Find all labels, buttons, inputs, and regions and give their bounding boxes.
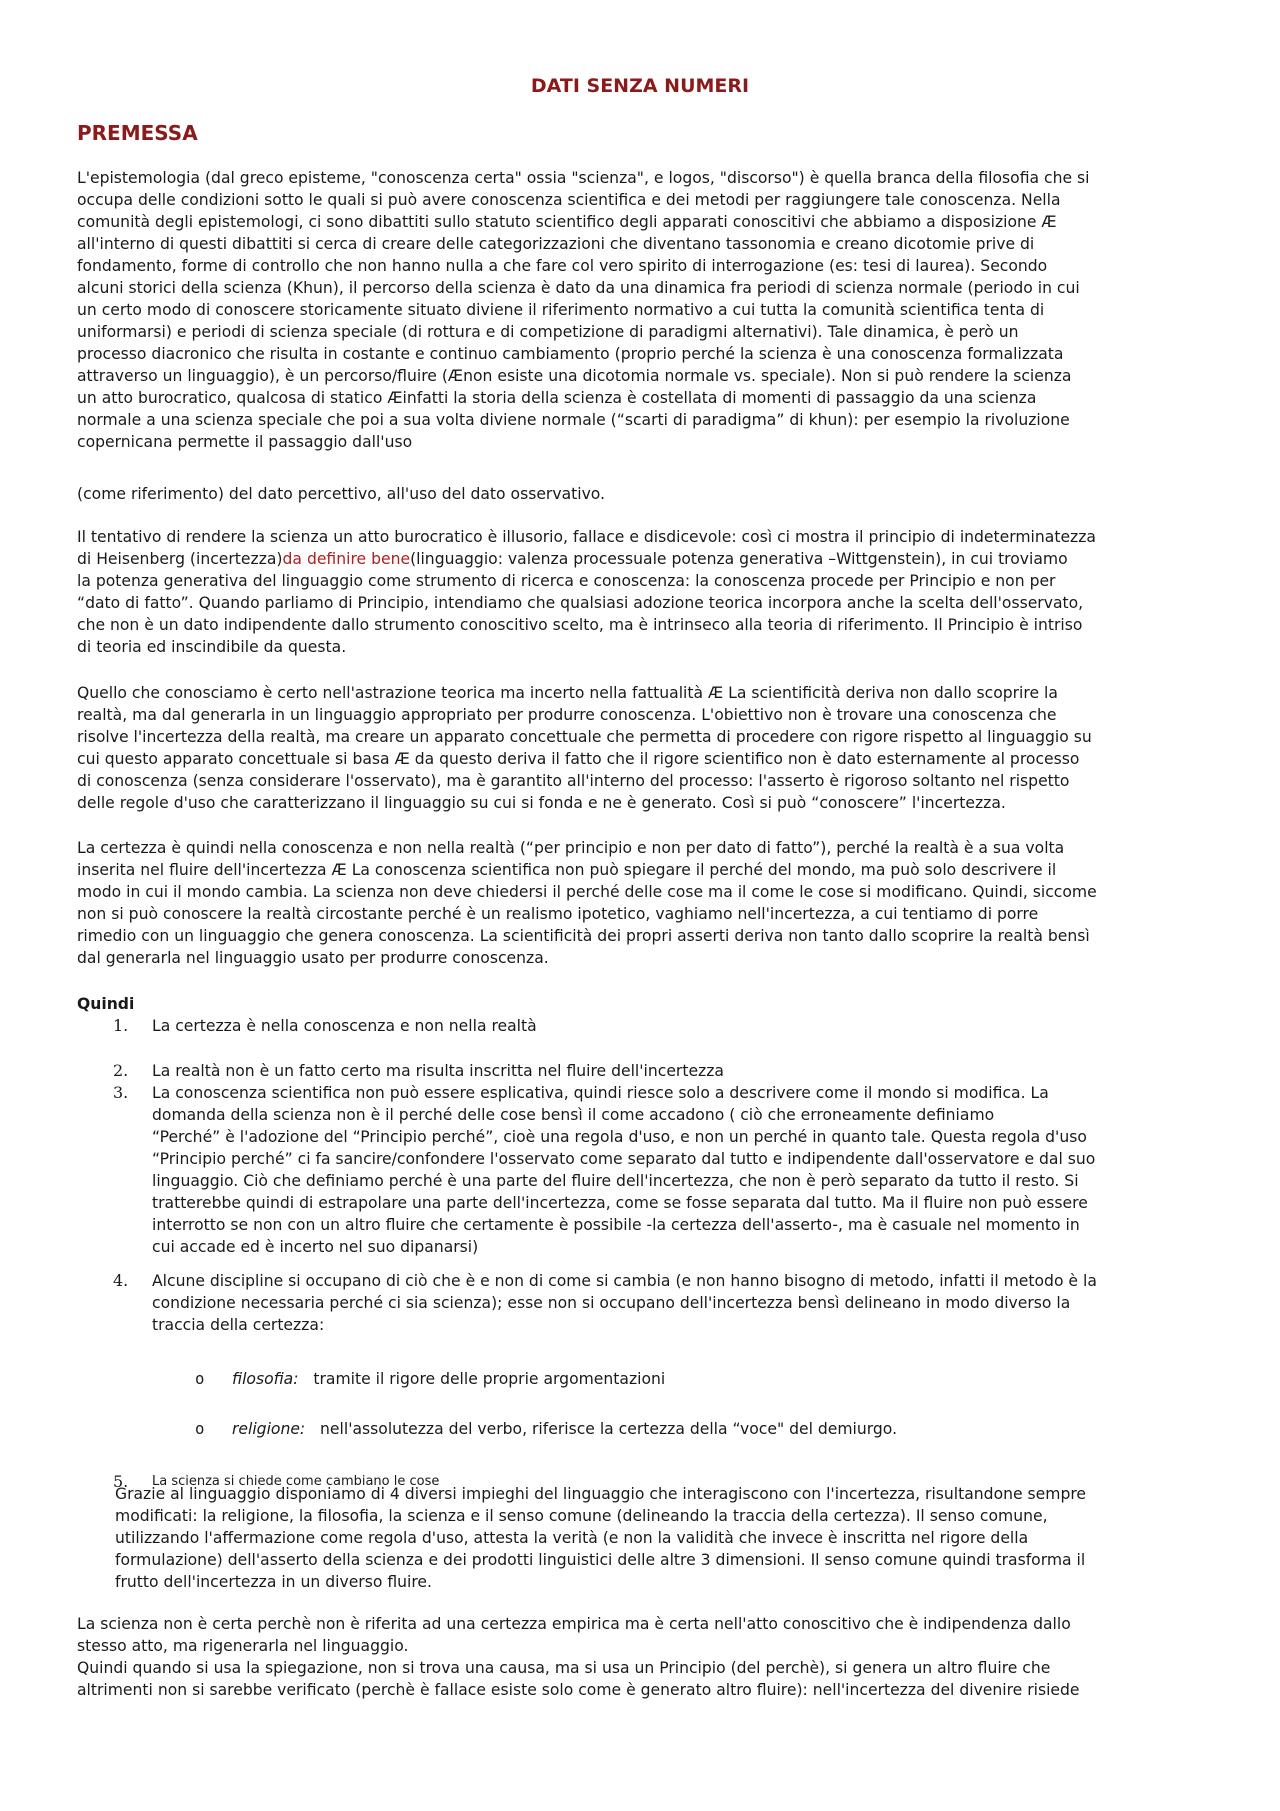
text-line: uniformarsi) e periodi di scienza speciale (di rottura e di competizione di paradigmi alternativi). Tale dinamica, è però un [77,323,1019,341]
text-line: di conoscenza (senza considerare l'osservato), ma è garantito all'interno del processo: l'asserto è rigoroso soltanto nel rispetto [77,772,1070,790]
document-title: DATI SENZA NUMERI [530,75,750,97]
text-line: La certezza è quindi nella conoscenza e non nella realtà (“per principio e non per dato di fatto”), perché la realtà è a sua volta [77,839,1065,857]
text-line: un certo modo di conoscere storicamente situato diviene il riferimento normativo a cui tutta la comunità scientifica tenta di [77,301,1045,319]
text-line: “Perché” è l'adozione del “Principio perché”, cioè una regola d'uso, e non un perché in quanto tale. Questa regola d'uso [152,1128,1087,1146]
text-line: di teoria ed inscindibile da questa. [77,638,347,656]
sub-item-label: filosofia: [232,1370,299,1388]
text-line: Il tentativo di rendere la scienza un atto burocratico è illusorio, fallace e disdicevole: così ci mostra il principio di indeterminatezza [77,528,1096,546]
text-line: fondamento, forme di controllo che non hanno nulla a che fare col vero spirito di interrogazione (es: tesi di laurea). Secondo [77,257,1048,275]
text-line: traccia della certezza: [152,1316,325,1334]
text-fragment: di Heisenberg (incertezza) [77,550,283,568]
text-line: formulazione) dell'asserto della scienza e dei prodotti linguistici delle altre 3 dimensioni. Il senso comune quindi trasforma il [115,1551,1086,1569]
text-line: processo diacronico che risulta in costante e continuo cambiamento (proprio perché la scienza è una conoscenza formalizzata [77,345,1064,363]
text-line: delle regole d'uso che caratterizzano il linguaggio su cui si fonda e ne è generato. Così si può “conoscere” l'incertezza. [77,794,1006,812]
text-line: interrotto se non con un altro fluire che certamente è possibile -la certezza dell'asserto-, ma è casuale nel momento in [152,1216,1080,1234]
paragraph-scienza-non-certa [77,1613,1205,1701]
section-heading-premessa: PREMESSA [77,121,198,145]
text-line: un atto burocratico, qualcosa di statico Æinfatti la storia della scienza è costellata di momenti di passaggio da una scienza [77,389,1037,407]
text-line: “Principio perché” ci fa sancire/confondere l'osservato come separato dal tutto e indipendente dall'osservatore e dal suo [152,1150,1096,1168]
text-line: L'epistemologia (dal greco episteme, "conoscenza certa" ossia "scienza", e logos, "discorso") è quella branca della filosofia che si [77,169,1090,187]
sub-item-text: nell'assolutezza del verbo, riferisce la certezza della “voce" del demiurgo. [320,1420,898,1438]
list-number: 1. [113,1016,129,1035]
text-line: realtà, ma dal generarla in un linguaggio appropriato per produrre conoscenza. L'obiettivo non è trovare una conoscenza che [77,706,1057,724]
text-line: inserita nel fluire dell'incertezza Æ La conoscenza scientifica non può spiegare il perché del mondo, ma può solo descrivere il [77,861,1057,879]
text-line: “dato di fatto”. Quando parliamo di Principio, intendiamo che qualsiasi adozione teorica incorpora anche la scelta dell'osservato, [77,594,1084,612]
paragraph-astrazione-teorica [77,682,1205,814]
text-line: frutto dell'incertezza in un diverso fluire. [115,1573,432,1591]
text-line: modificati: la religione, la filosofia, la scienza e il senso comune (delineando la traccia della certezza). Il senso comune, [115,1507,1048,1525]
sub-item-text: tramite il rigore delle proprie argomentazioni [313,1370,666,1388]
quindi-label: Quindi [77,995,135,1013]
list-text: La certezza è nella conoscenza e non nella realtà [152,1017,537,1035]
text-line: normale a una scienza speciale che poi a sua volta diviene normale (“scarti di paradigma” di khun): per esempio la rivoluzione [77,411,1070,429]
list-text: La realtà non è un fatto certo ma risulta inscritta nel fluire dell'incertezza [152,1062,724,1080]
text-line: condizione necessaria perché ci sia scienza); esse non si occupano dell'incertezza bensì delineano in modo diverso la [152,1294,1071,1312]
text-fragment: (linguaggio: valenza processuale potenza generativa –Wittgenstein), in cui troviamo [410,550,1068,568]
paragraph-certezza [77,837,1205,969]
list-number: 5. [113,1472,129,1491]
bullet-icon: o [195,1370,205,1388]
text-line: La scienza non è certa perchè non è riferita ad una certezza empirica ma è certa nell'atto conoscitivo che è indipendenza dallo [77,1615,1071,1633]
list-text: La scienza si chiede come cambiano le cose [152,1474,440,1489]
text-line: (come riferimento) del dato percettivo, all'uso del dato osservativo. [77,485,606,503]
text-line: non si può conoscere la realtà circostante perché è un realismo ipotetico, vaghiamo nell'incertezza, a cui tentiamo di porre [77,905,1039,923]
bullet-icon: o [195,1420,205,1438]
text-line: occupa delle condizioni sotto le quali si può avere conoscenza scientifica e dei metodi per raggiungere tale conoscenza. Nella [77,191,1061,209]
sub-item-label: religione: [232,1420,306,1438]
text-line: copernicana permette il passaggio dall'uso [77,433,413,451]
list-text [152,1082,1205,1258]
text-line: tratterebbe quindi di estrapolare una parte dell'incertezza, come se fosse separata dal tutto. Ma il fluire non può essere [152,1194,1088,1212]
text-line: dal generarla nel linguaggio usato per produrre conoscenza. [77,949,549,967]
text-line: alcuni storici della scienza (Khun), il percorso della scienza è dato da una dinamica fra periodi di scienza normale (periodo in cui [77,279,1080,297]
text-line: altrimenti non si sarebbe verificato (perchè è fallace esiste solo come è generato altro fluire): nell'incertezza del divenire risiede [77,1681,1080,1699]
paragraph-impieghi-linguaggio [115,1483,1205,1593]
text-line [77,548,1205,570]
list-number: 2. [113,1061,129,1080]
annotation-da-definire: da definire bene [282,550,411,568]
list-number: 4. [113,1271,129,1290]
text-line: attraverso un linguaggio), è un percorso/fluire (Ænon esiste una dicotomia normale vs. speciale). Non si può rendere la scienza [77,367,1072,385]
text-line: Quello che conosciamo è certo nell'astrazione teorica ma incerto nella fattualità Æ La scientificità deriva non dallo scoprire la [77,684,1058,702]
text-line: Alcune discipline si occupano di ciò che è e non di come si cambia (e non hanno bisogno di metodo, infatti il metodo è la [152,1272,1097,1290]
text-line: Quindi quando si usa la spiegazione, non si trova una causa, ma si usa un Principio (del perchè), si genera un altro fluire che [77,1659,1051,1677]
text-line: domanda della scienza non è il perché delle cose bensì il come accadono ( ciò che erroneamente definiamo [152,1106,995,1124]
text-line: che non è un dato indipendente dallo strumento conoscitivo scelto, ma è intrinseco alla teoria di riferimento. Il Principio è intriso [77,616,1083,634]
text-line: utilizzando l'affermazione come regola d'uso, attesta la verità (e non la validità che invece è inscritta nel rigore della [115,1529,1029,1547]
text-line: modo in cui il mondo cambia. La scienza non deve chiedersi il perché delle cose ma il come le cose si modificano. Quindi, siccome [77,883,1097,901]
text-line: cui accade ed è incerto nel suo dipanarsi) [152,1238,479,1256]
text-line: stesso atto, ma rigenerarla nel linguaggio. [77,1637,409,1655]
text-line: all'interno di questi dibattiti si cerca di creare delle categorizzazioni che diventano tassonomia e creano dicotomie prive di [77,235,1035,253]
text-line: cui questo apparato concettuale si basa Æ da questo deriva il fatto che il rigore scientifico non è dato esternamente al processo [77,750,1080,768]
text-line: comunità degli epistemologi, ci sono dibattiti sullo statuto scientifico degli apparati conoscitivi che abbiamo a disposizione Æ [77,213,1057,231]
text-line: linguaggio. Ciò che definiamo perché è una parte del fluire dell'incertezza, che non è però separato da tutto il resto. Si [152,1172,1079,1190]
paragraph-heisenberg [77,526,1205,658]
text-line: Grazie al linguaggio disponiamo di 4 diversi impieghi del linguaggio che interagiscono con l'incertezza, risultandone sempre [115,1485,1087,1503]
paragraph-dato-percettivo [77,483,1205,505]
list-number: 3. [113,1083,129,1102]
paragraph-epistemologia [77,167,1205,453]
list-text [152,1270,1205,1336]
text-line: rimedio con un linguaggio che genera conoscenza. La scientificità dei propri asserti deriva non tanto dallo scoprire la realtà bensì [77,927,1090,945]
text-line: La conoscenza scientifica non può essere esplicativa, quindi riesce solo a descrivere come il mondo si modifica. La [152,1084,1049,1102]
text-line: la potenza generativa del linguaggio come strumento di ricerca e conoscenza: la conoscenza procede per Principio e non per [77,572,1056,590]
text-line: risolve l'incertezza della realtà, ma creare un apparato concettuale che permetta di procedere con rigore rispetto al linguaggio su [77,728,1092,746]
